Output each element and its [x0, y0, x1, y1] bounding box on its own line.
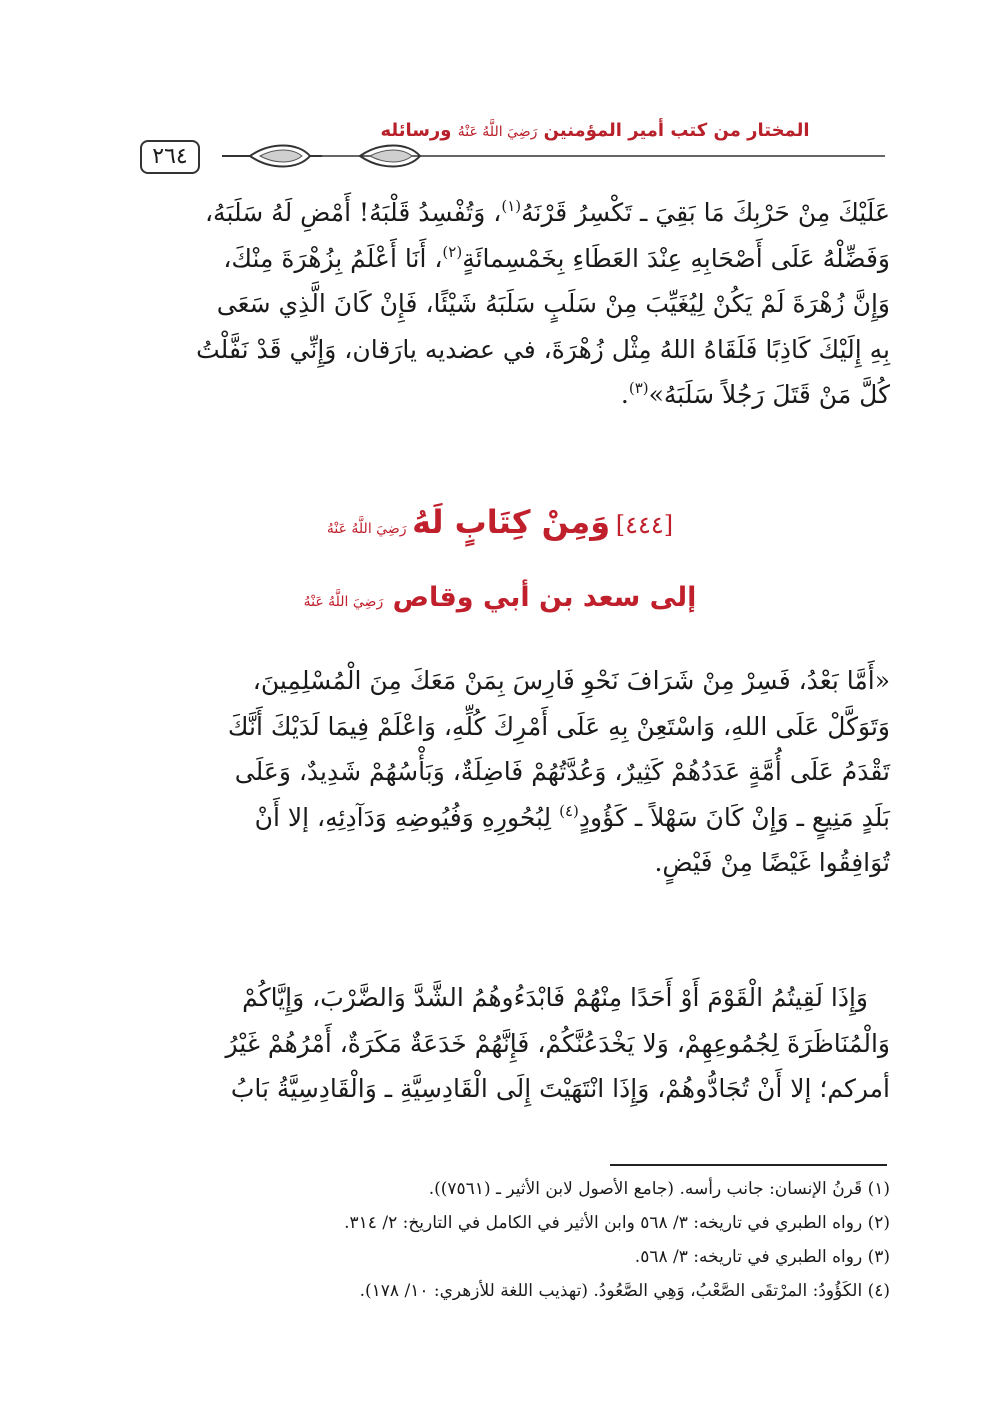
footnote: (١) قَرنُ الإنسان: جانب رأسه. (جامع الأصول لابن الأثير ـ (٧٥٦١)).	[428, 1179, 890, 1199]
running-title-main: المختار من كتب أمير المؤمنين	[543, 120, 810, 141]
text-line: عَلَيْكَ مِنْ حَرْبِكَ مَا بَقِيَ ـ تَكْسِرُ قَرْنَهُ$^{(١)}$، وَتُفْسِدُ قَلْبَهُ! أَمْضِ لَهُ سَلَبَهُ،	[204, 197, 890, 227]
text-line: أمركم؛ إلا أَنْ تُجَادُّوهُمْ، وَإِذَا انْتَهَيْتَ إِلَى الْقَادِسِيَّةِ ـ وَالْقَادِسِيَّةُ بَابُ	[230, 1074, 890, 1103]
text-line: «أَمَّا بَعْدُ، فَسِرْ مِنْ شَرَافَ نَحْوِ فَارِسَ بِمَنْ مَعَكَ مِنَ الْمُسْلِمِينَ،	[252, 666, 890, 695]
footnote-ref[interactable]: (١)	[501, 197, 522, 215]
text-line: وَتَوَكَّلْ عَلَى اللهِ، وَاسْتَعِنْ بِهِ عَلَى أَمْرِكَ كُلِّهِ، وَاعْلَمْ فِيمَا لَدَيْكَ أَنَّكَ	[227, 711, 890, 741]
text-line: وَإِنَّ زُهْرَةَ لَمْ يَكُنْ لِيُغَيِّبَ مِنْ سَلَبٍ سَلَبَهُ شَيْئًا، فَإِنْ كَانَ الَّذِي سَعَى	[216, 289, 890, 318]
text-line: وَإِذَا لَقِيتُمُ الْقَوْمَ أَوْ أَحَدًا مِنْهُمْ فَابْدَءُوهُمُ الشَّدَّ وَالضَّرْبَ، وَإِيَّاكُمْ	[242, 983, 868, 1012]
footnote-ref[interactable]: (٣)	[628, 379, 649, 397]
running-title	[335, 118, 855, 145]
footnote: (٣) رواه الطبري في تاريخه: ٣/ ٥٦٨.	[634, 1247, 890, 1267]
letter-paragraph	[110, 658, 890, 886]
footnote: (٤) الكَؤُودُ: المرْتقَى الصَّعْبُ، وَهِي الصَّعُودُ. (تهذيب اللغة للأزهري: ١٠/ ١٧٨).	[359, 1281, 890, 1301]
running-header	[140, 118, 885, 178]
section-subheading	[110, 576, 890, 624]
footnote-ref[interactable]: (٤)	[559, 801, 579, 820]
footnote-ref[interactable]: (٢)	[442, 242, 463, 261]
top-paragraph	[110, 190, 890, 418]
section-honorific: رَضِيَ اللَّهُ عَنْهُ	[326, 521, 407, 537]
footnote-divider	[610, 1164, 887, 1166]
section-number: [٤٤٤]	[615, 511, 674, 539]
text-line: تُوَافِقُوا غَيْضًا مِنْ فَيْضٍ.	[654, 848, 890, 877]
running-title-honorific: رَضِيَ اللَّهُ عَنْهُ	[457, 124, 538, 140]
section-subtitle-honorific: رَضِيَ اللَّهُ عَنْهُ	[303, 594, 384, 610]
letter-paragraph	[110, 975, 890, 1112]
footnote: (٢) رواه الطبري في تاريخه: ٣/ ٥٦٨ وابن الأثير في الكامل في التاريخ: ٢/ ٣١٤.	[344, 1213, 890, 1233]
page-number: ٢٦٤	[140, 140, 200, 174]
text-line: وَالْمُنَاظَرَةَ لِجُمُوعِهِمْ، وَلا يَخْدَعُنَّكُمْ، فَإِنَّهُمْ خَدَعَةٌ مَكَرَةٌ، أَمْرُهُمْ غَيْرُ	[225, 1028, 890, 1058]
running-title-suffix: ورسائله	[380, 120, 452, 141]
text-line: كُلَّ مَنْ قَتَلَ رَجُلاً سَلَبَهُ»$^{(٣)}$.	[620, 379, 890, 409]
text-line: وَفَضِّلْهُ عَلَى أَصْحَابِهِ عِنْدَ العَطَاءِ بِخَمْسِمائَةٍ$^{(٢)}$، أَنَا أَعْلَمُ بِزُهْرَةَ مِنْكَ،	[223, 242, 890, 273]
section-heading	[110, 500, 890, 551]
section-subtitle: إلى سعد بن أبي وقاص	[392, 582, 697, 613]
text-line: تَقْدَمُ عَلَى أُمَّةٍ عَدَدُهُمْ كَثِيرٌ، وَعُدَّتُهُمْ فَاضِلَةٌ، وَبَأْسُهُمْ شَدِيدٌ، وَعَلَى	[234, 757, 890, 786]
text-line: بِهِ إِلَيْكَ كَاذِبًا فَلَقَاهُ اللهُ مِثْل زُهْرَةَ، في عضديه يارَقان، وَإِنِّي قَدْ نَفَّلْتُ	[196, 334, 890, 364]
text-line: بَلَدٍ مَنِيعٍ ـ وَإِنْ كَانَ سَهْلاً ـ كَؤُودٍ$^{(٤)}$ لِبُحُورِهِ وَفُيُوضِهِ وَدَآدِئِهِ، إلا أَنْ	[254, 801, 890, 832]
section-title: وَمِنْ كِتَابٍ لَهُ	[412, 503, 611, 541]
footnotes	[110, 1172, 890, 1308]
